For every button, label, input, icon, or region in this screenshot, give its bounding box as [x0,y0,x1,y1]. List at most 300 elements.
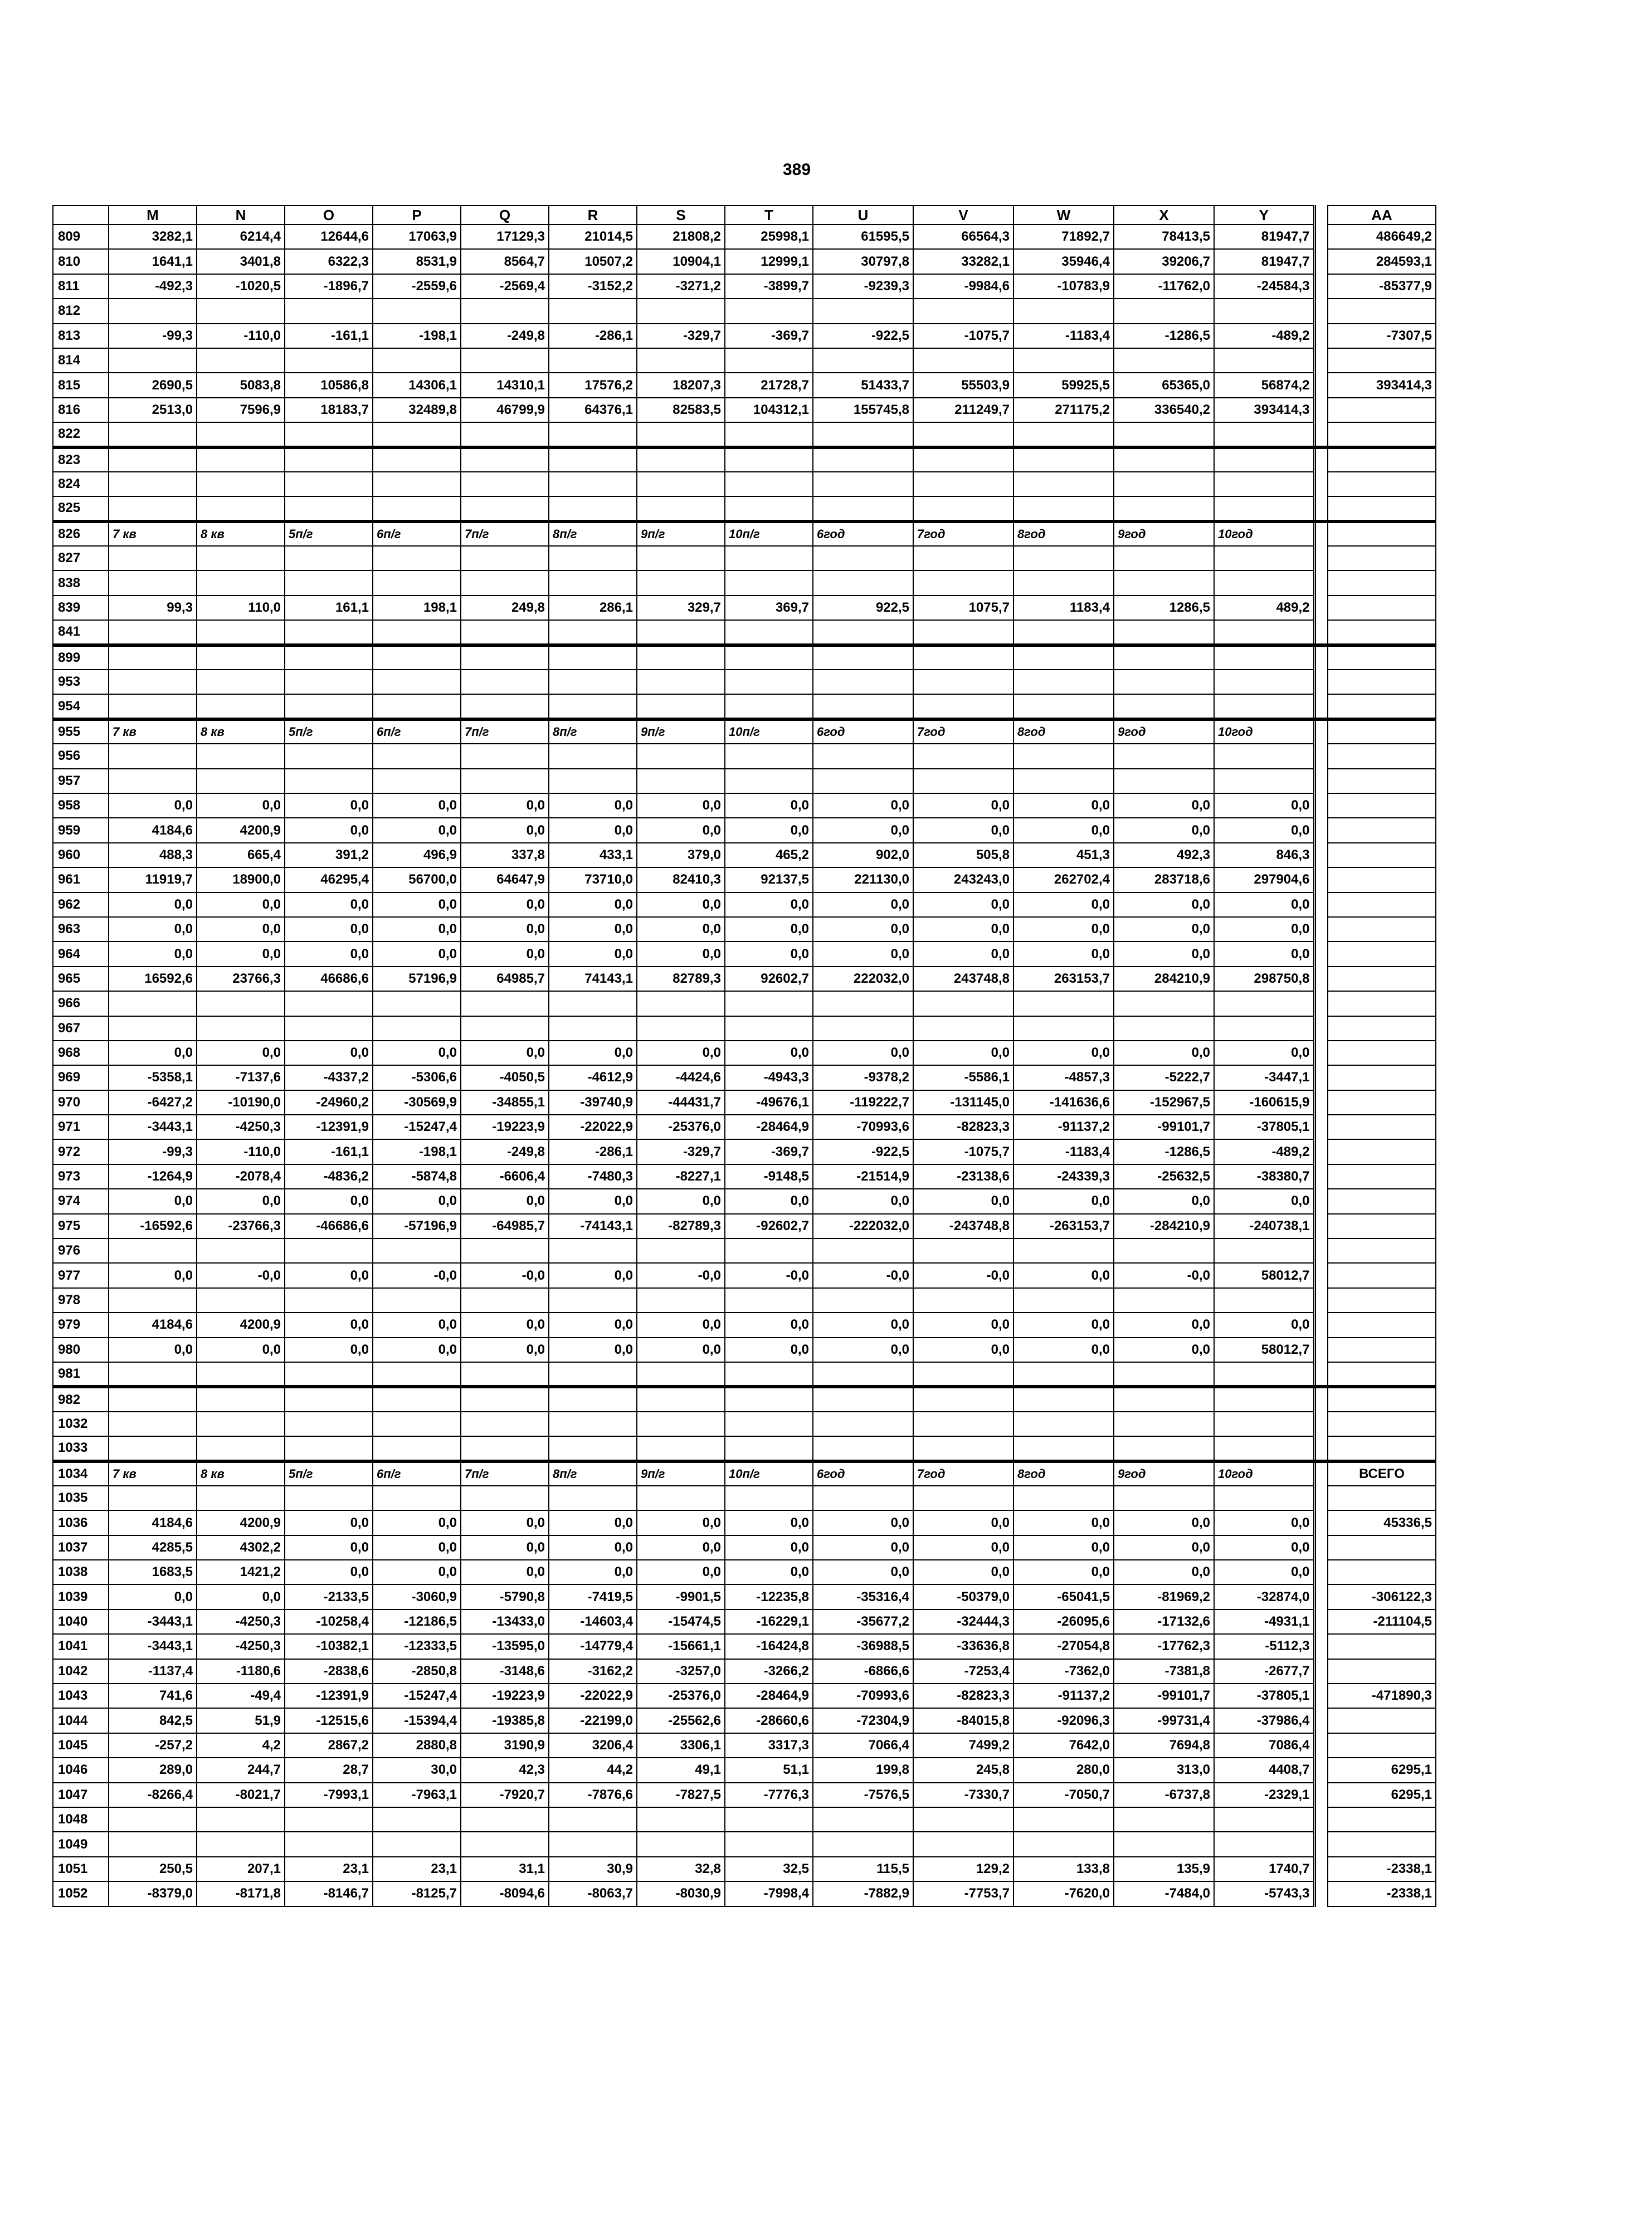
value-cell: 0,0 [461,1535,549,1560]
value-cell [1214,670,1314,694]
value-cell: 0,0 [285,942,373,966]
value-cell [1114,299,1214,323]
value-cell [725,694,813,719]
value-cell: -24339,3 [1013,1164,1114,1189]
aa-cell [1328,1362,1436,1387]
value-cell: 74143,1 [549,967,637,991]
value-cell: 129,2 [913,1857,1013,1881]
value-cell [813,422,913,447]
value-cell: 0,0 [197,917,285,942]
period-label-cell: 7п/г [461,521,549,546]
column-gap [1314,1857,1328,1881]
value-cell [285,1016,373,1041]
value-cell: 18207,3 [637,373,725,397]
value-cell: 0,0 [461,1189,549,1213]
row-number: 1041 [53,1634,109,1659]
value-cell: 741,6 [109,1684,197,1708]
value-cell [913,769,1013,793]
value-cell: 51,1 [725,1758,813,1782]
value-cell: -37805,1 [1214,1115,1314,1139]
value-cell: 0,0 [813,818,913,842]
value-cell: 0,0 [813,1338,913,1362]
column-gap [1314,496,1328,521]
value-cell: 7499,2 [913,1733,1013,1758]
value-cell [813,1238,913,1263]
value-cell: 0,0 [285,1535,373,1560]
aa-cell [1328,744,1436,768]
value-cell: 23766,3 [197,967,285,991]
value-cell [725,1486,813,1510]
value-cell: -1020,5 [197,274,285,299]
value-cell: -49676,1 [725,1090,813,1115]
value-cell: -7993,1 [285,1783,373,1807]
value-cell: 25998,1 [725,225,813,249]
column-gap [1314,422,1328,447]
value-cell: -369,7 [725,324,813,348]
value-cell: 0,0 [637,942,725,966]
value-cell: 0,0 [549,892,637,917]
value-cell: -4250,3 [197,1634,285,1659]
value-cell [1114,1238,1214,1263]
value-cell: -8063,7 [549,1881,637,1906]
column-gap [1314,521,1328,546]
aa-cell: 486649,2 [1328,225,1436,249]
value-cell: -9901,5 [637,1584,725,1609]
value-cell: 0,0 [1114,892,1214,917]
page-number: 389 [782,160,811,179]
value-cell: 0,0 [461,917,549,942]
value-cell: 3317,3 [725,1733,813,1758]
value-cell: -3162,2 [549,1659,637,1684]
value-cell: 0,0 [1114,1510,1214,1535]
value-cell: 0,0 [637,1338,725,1362]
value-cell [637,670,725,694]
aa-cell [1328,521,1436,546]
table-row [53,225,1436,249]
value-cell: 3306,1 [637,1733,725,1758]
value-cell [1114,496,1214,521]
value-cell: -2850,8 [373,1659,461,1684]
value-cell: 0,0 [637,1560,725,1584]
column-gap [1314,1065,1328,1090]
aa-cell [1328,1164,1436,1189]
value-cell: -14779,4 [549,1634,637,1659]
value-cell: 155745,8 [813,398,913,422]
value-cell [725,422,813,447]
table-row [53,892,1436,917]
value-cell: 46295,4 [285,867,373,892]
table-row [53,1139,1436,1164]
aa-cell [1328,1733,1436,1758]
row-number: 899 [53,645,109,670]
table-row [53,472,1436,496]
value-cell [461,1486,549,1510]
value-cell: 21014,5 [549,225,637,249]
value-cell: 4184,6 [109,1313,197,1337]
table-row [53,942,1436,966]
value-cell: 0,0 [549,1263,637,1287]
value-cell [373,769,461,793]
value-cell: 2880,8 [373,1733,461,1758]
value-cell [1114,991,1214,1016]
value-cell [109,1436,197,1461]
column-header: N [197,206,285,225]
value-cell: 11919,7 [109,867,197,892]
value-cell: 0,0 [1013,1189,1114,1213]
value-cell [373,1016,461,1041]
aa-cell [1328,496,1436,521]
value-cell: -15394,4 [373,1708,461,1733]
value-cell [1214,348,1314,373]
column-gap [1314,1684,1328,1708]
value-cell: 0,0 [285,892,373,917]
value-cell: -3060,9 [373,1584,461,1609]
row-number: 982 [53,1387,109,1411]
value-cell: -0,0 [461,1263,549,1287]
value-cell: -4931,1 [1214,1609,1314,1634]
value-cell [725,1412,813,1436]
value-cell [913,348,1013,373]
value-cell: -7576,5 [813,1783,913,1807]
period-label-cell: 7год [913,521,1013,546]
value-cell [913,1436,1013,1461]
value-cell: -16424,8 [725,1634,813,1659]
column-gap [1314,1189,1328,1213]
column-gap [1314,249,1328,274]
row-number: 825 [53,496,109,521]
value-cell [913,1288,1013,1313]
value-cell: 82789,3 [637,967,725,991]
row-number: 969 [53,1065,109,1090]
column-gap [1314,1214,1328,1238]
value-cell [913,496,1013,521]
period-label-cell: 8п/г [549,719,637,744]
value-cell: -15474,5 [637,1609,725,1634]
value-cell [549,472,637,496]
value-cell: 58012,7 [1214,1338,1314,1362]
value-cell: 46686,6 [285,967,373,991]
row-number: 980 [53,1338,109,1362]
value-cell: 56700,0 [373,867,461,892]
value-cell: 0,0 [373,1041,461,1065]
value-cell: 30,9 [549,1857,637,1881]
value-cell: -3443,1 [109,1115,197,1139]
table-row [53,991,1436,1016]
value-cell: 0,0 [1214,1041,1314,1065]
value-cell: 18900,0 [197,867,285,892]
value-cell [1214,1362,1314,1387]
value-cell [549,1362,637,1387]
value-cell: 0,0 [637,892,725,917]
value-cell: 489,2 [1214,596,1314,620]
table-row [53,1535,1436,1560]
aa-cell [1328,1708,1436,1733]
value-cell: -92096,3 [1013,1708,1114,1733]
value-cell [1214,570,1314,595]
value-cell: -10382,1 [285,1634,373,1659]
row-number: 1049 [53,1832,109,1856]
aa-cell: -2338,1 [1328,1857,1436,1881]
value-cell [373,744,461,768]
value-cell [197,991,285,1016]
table-row [53,694,1436,719]
period-label-cell: 7 кв [109,719,197,744]
value-cell: 0,0 [549,1041,637,1065]
value-cell: -70993,6 [813,1115,913,1139]
column-gap [1314,645,1328,670]
period-label-cell: 5п/г [285,719,373,744]
value-cell: -3271,2 [637,274,725,299]
value-cell: -263153,7 [1013,1214,1114,1238]
value-cell [913,1807,1013,1832]
value-cell: 0,0 [725,818,813,842]
value-cell: -249,8 [461,1139,549,1164]
value-cell [109,1387,197,1411]
value-cell: -91137,2 [1013,1115,1114,1139]
row-number: 813 [53,324,109,348]
value-cell: -8171,8 [197,1881,285,1906]
table-row [53,546,1436,570]
value-cell: -7963,1 [373,1783,461,1807]
value-cell [373,1387,461,1411]
value-cell: -1075,7 [913,324,1013,348]
column-gap [1314,769,1328,793]
value-cell: 0,0 [913,793,1013,818]
value-cell: -91137,2 [1013,1684,1114,1708]
value-cell: 3282,1 [109,225,197,249]
aa-cell [1328,1832,1436,1856]
period-label-cell: 10п/г [725,521,813,546]
value-cell: -7137,6 [197,1065,285,1090]
value-cell: 0,0 [1214,1560,1314,1584]
value-cell [1214,645,1314,670]
value-cell [1013,472,1114,496]
column-header: V [913,206,1013,225]
value-cell: 133,8 [1013,1857,1114,1881]
value-cell: -10190,0 [197,1090,285,1115]
value-cell [549,1288,637,1313]
value-cell: 465,2 [725,843,813,867]
table-row [53,1461,1436,1486]
value-cell: 1286,5 [1114,596,1214,620]
value-cell: 922,5 [813,596,913,620]
period-label-cell: 6год [813,719,913,744]
value-cell [197,348,285,373]
value-cell: 0,0 [725,1535,813,1560]
value-cell [197,447,285,472]
value-cell: 3206,4 [549,1733,637,1758]
value-cell: 0,0 [549,1313,637,1337]
value-cell: 336540,2 [1114,398,1214,422]
aa-cell [1328,1041,1436,1065]
table-row [53,1486,1436,1510]
value-cell [373,1436,461,1461]
aa-cell [1328,348,1436,373]
value-cell: -64985,7 [461,1214,549,1238]
row-number: 1037 [53,1535,109,1560]
value-cell [725,348,813,373]
value-cell: -4050,5 [461,1065,549,1090]
value-cell: 39206,7 [1114,249,1214,274]
value-cell: -141636,6 [1013,1090,1114,1115]
value-cell: -24960,2 [285,1090,373,1115]
value-cell [549,1016,637,1041]
period-label-cell: 10п/г [725,1461,813,1486]
value-cell [1214,1832,1314,1856]
value-cell: -7050,7 [1013,1783,1114,1807]
value-cell [813,645,913,670]
row-number: 1052 [53,1881,109,1906]
table-row [53,1758,1436,1782]
value-cell: -284210,9 [1114,1214,1214,1238]
value-cell: 0,0 [1214,942,1314,966]
value-cell: 64647,9 [461,867,549,892]
value-cell: 505,8 [913,843,1013,867]
value-cell: 283718,6 [1114,867,1214,892]
value-cell: 56874,2 [1214,373,1314,397]
value-cell: 0,0 [109,892,197,917]
value-cell: -160615,9 [1214,1090,1314,1115]
value-cell: 0,0 [1214,892,1314,917]
value-cell [197,299,285,323]
value-cell: -14603,4 [549,1609,637,1634]
value-cell: 0,0 [373,892,461,917]
table-body [53,225,1436,1906]
column-header: U [813,206,913,225]
value-cell [373,496,461,521]
period-label-cell: 9п/г [637,719,725,744]
row-number: 974 [53,1189,109,1213]
row-number: 1032 [53,1412,109,1436]
value-cell [1214,1016,1314,1041]
value-cell: 21808,2 [637,225,725,249]
value-cell: 0,0 [725,1313,813,1337]
period-label-cell: 10год [1214,521,1314,546]
value-cell: 0,0 [725,892,813,917]
table-row [53,1783,1436,1807]
value-cell [813,496,913,521]
value-cell: -7753,7 [913,1881,1013,1906]
value-cell: 23,1 [373,1857,461,1881]
value-cell [637,694,725,719]
value-cell: -4337,2 [285,1065,373,1090]
value-cell: 0,0 [197,892,285,917]
value-cell: -5306,6 [373,1065,461,1090]
value-cell [725,991,813,1016]
value-cell: 0,0 [549,1535,637,1560]
value-cell: 391,2 [285,843,373,867]
aa-cell: 284593,1 [1328,249,1436,274]
row-number: 810 [53,249,109,274]
value-cell [373,645,461,670]
column-header: W [1013,206,1114,225]
value-cell [285,1238,373,1263]
value-cell [1013,1387,1114,1411]
value-cell: 243243,0 [913,867,1013,892]
value-cell [725,1387,813,1411]
value-cell: 35946,4 [1013,249,1114,274]
value-cell: -286,1 [549,1139,637,1164]
value-cell: 4302,2 [197,1535,285,1560]
value-cell: 0,0 [813,793,913,818]
value-cell: 115,5 [813,1857,913,1881]
value-cell [285,1288,373,1313]
table-row [53,1881,1436,1906]
value-cell: 0,0 [197,793,285,818]
value-cell [1114,1832,1214,1856]
value-cell: 902,0 [813,843,913,867]
column-gap [1314,1164,1328,1189]
value-cell: 7596,9 [197,398,285,422]
value-cell [549,1436,637,1461]
value-cell [197,694,285,719]
aa-cell [1328,769,1436,793]
value-cell: 4184,6 [109,818,197,842]
value-cell: 0,0 [285,1510,373,1535]
column-gap [1314,917,1328,942]
value-cell [637,1486,725,1510]
value-cell [813,744,913,768]
value-cell: -7876,6 [549,1783,637,1807]
value-cell [461,694,549,719]
value-cell: -36988,5 [813,1634,913,1659]
value-cell: -99,3 [109,1139,197,1164]
value-cell: 0,0 [813,942,913,966]
value-cell [1214,991,1314,1016]
value-cell [913,299,1013,323]
value-cell [549,422,637,447]
value-cell: -5743,3 [1214,1881,1314,1906]
value-cell [637,546,725,570]
column-gap [1314,447,1328,472]
value-cell: 492,3 [1114,843,1214,867]
value-cell: -4943,3 [725,1065,813,1090]
row-number: 954 [53,694,109,719]
value-cell: 0,0 [109,1338,197,1362]
value-cell: 0,0 [549,1189,637,1213]
value-cell [197,1387,285,1411]
value-cell: -922,5 [813,324,913,348]
aa-cell [1328,1238,1436,1263]
value-cell: 0,0 [725,917,813,942]
value-cell: -82823,3 [913,1684,1013,1708]
value-cell: -7480,3 [549,1164,637,1189]
value-cell: 0,0 [373,1535,461,1560]
value-cell [373,1362,461,1387]
value-cell: -286,1 [549,324,637,348]
value-cell: -8379,0 [109,1881,197,1906]
value-cell: 110,0 [197,596,285,620]
value-cell: -28660,6 [725,1708,813,1733]
table-row [53,274,1436,299]
value-cell: 8531,9 [373,249,461,274]
value-cell [813,1016,913,1041]
value-cell: 1740,7 [1214,1857,1314,1881]
table-row [53,1115,1436,1139]
value-cell: -13595,0 [461,1634,549,1659]
value-cell: -92602,7 [725,1214,813,1238]
value-cell: 0,0 [813,1313,913,1337]
value-cell: 17129,3 [461,225,549,249]
value-cell [1013,645,1114,670]
column-gap [1314,348,1328,373]
value-cell: -7484,0 [1114,1881,1214,1906]
value-cell: 0,0 [373,1510,461,1535]
aa-cell [1328,1807,1436,1832]
column-gap [1314,1783,1328,1807]
value-cell [461,1832,549,1856]
value-cell: -32444,3 [913,1609,1013,1634]
